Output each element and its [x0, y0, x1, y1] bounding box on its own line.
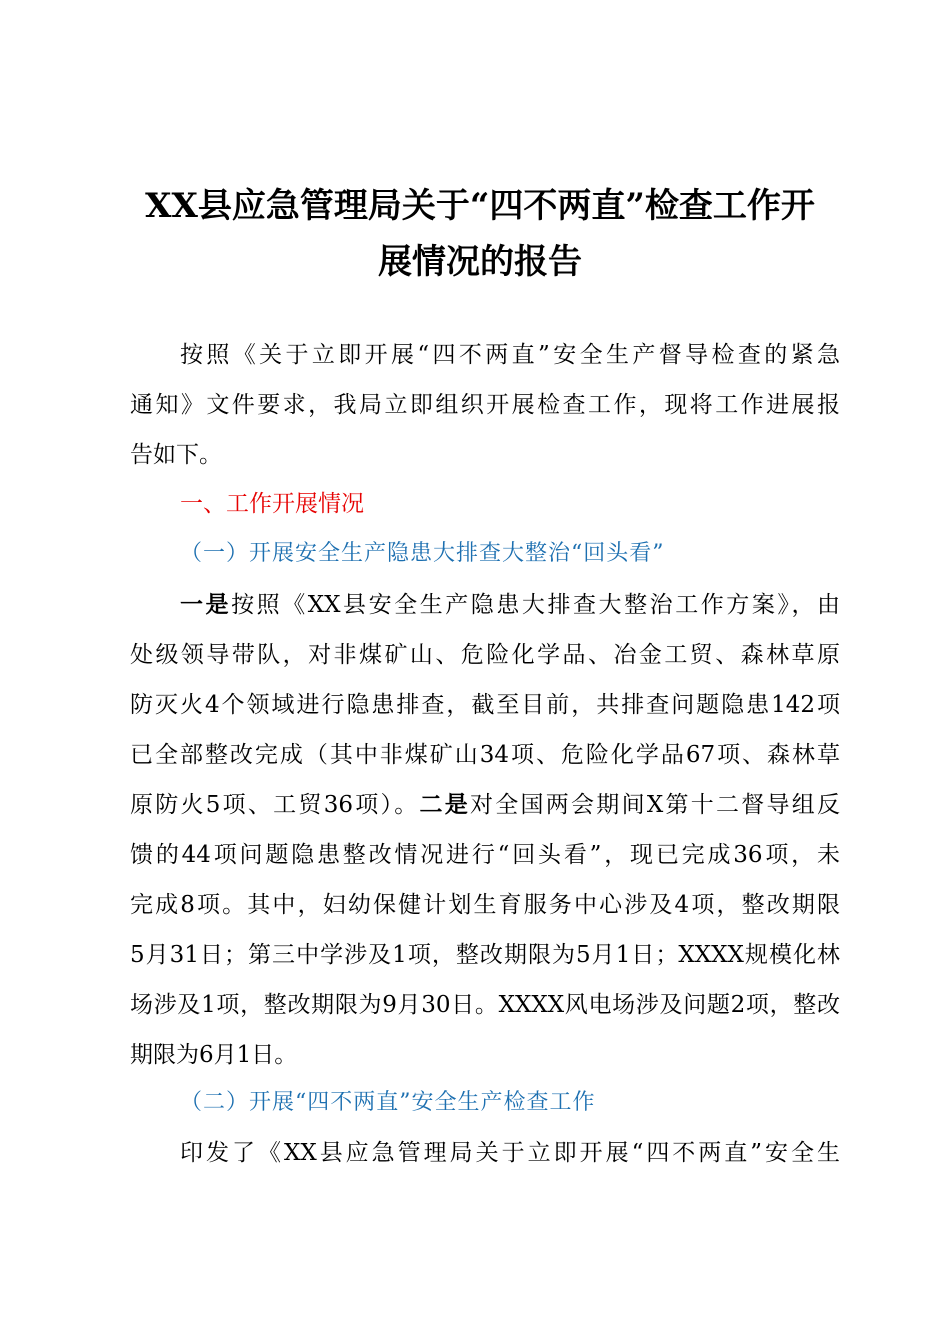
para1-line-10: 期限为6月1日。: [130, 1042, 298, 1068]
para1-line-5: [130, 790, 840, 820]
para1-line-2: 处级领导带队，对非煤矿山、危险化学品、冶金工贸、森林草原: [130, 642, 840, 668]
para1-line-6: 馈的44项问题隐患整改情况进行“回头看”，现已完成36项，未: [130, 842, 840, 868]
para1-line-4: 已全部整改完成（其中非煤矿山34项、危险化学品67项、森林草: [130, 742, 840, 768]
para1-line-5-text-a: 原防火5项、工贸36项）。: [130, 792, 420, 818]
document-title-line-1: XX县应急管理局关于“四不两直”检查工作开: [145, 186, 815, 226]
section-heading-1: 一、工作开展情况: [180, 491, 364, 517]
intro-line-2: 通知》文件要求，我局立即组织开展检查工作，现将工作进展报: [130, 392, 840, 418]
subsection-heading-2: （二）开展“四不两直”安全生产检查工作: [180, 1090, 596, 1115]
intro-line-3: 告如下。: [130, 442, 222, 468]
para1-line-9: 场涉及1项，整改期限为9月30日。XXXX风电场涉及问题2项，整改: [130, 992, 840, 1018]
bold-lead-first: 一是: [180, 592, 232, 618]
para1-line-5-text-b: 对全国两会期间X第十二督导组反: [470, 792, 840, 818]
intro-line-1: 按照《关于立即开展“四不两直”安全生产督导检查的紧急: [180, 342, 840, 368]
para1-line-7: 完成8项。其中，妇幼保健计划生育服务中心涉及4项，整改期限: [130, 892, 840, 918]
para2-line-1: 印发了《XX县应急管理局关于立即开展“四不两直”安全生: [180, 1140, 840, 1166]
para1-line-3: 防灭火4个领域进行隐患排查，截至目前，共排查问题隐患142项: [130, 692, 840, 718]
para1-line-1-text: 按照《XX县安全生产隐患大排查大整治工作方案》，由: [231, 592, 841, 618]
bold-lead-second: 二是: [419, 792, 471, 818]
subsection-heading-1: （一）开展安全生产隐患大排查大整治“回头看”: [180, 541, 665, 566]
para1-line-8: 5月31日；第三中学涉及1项，整改期限为5月1日；XXXX规模化林: [130, 942, 840, 968]
document-title-line-2: 展情况的报告: [378, 242, 582, 282]
para1-line-1: [180, 590, 840, 620]
